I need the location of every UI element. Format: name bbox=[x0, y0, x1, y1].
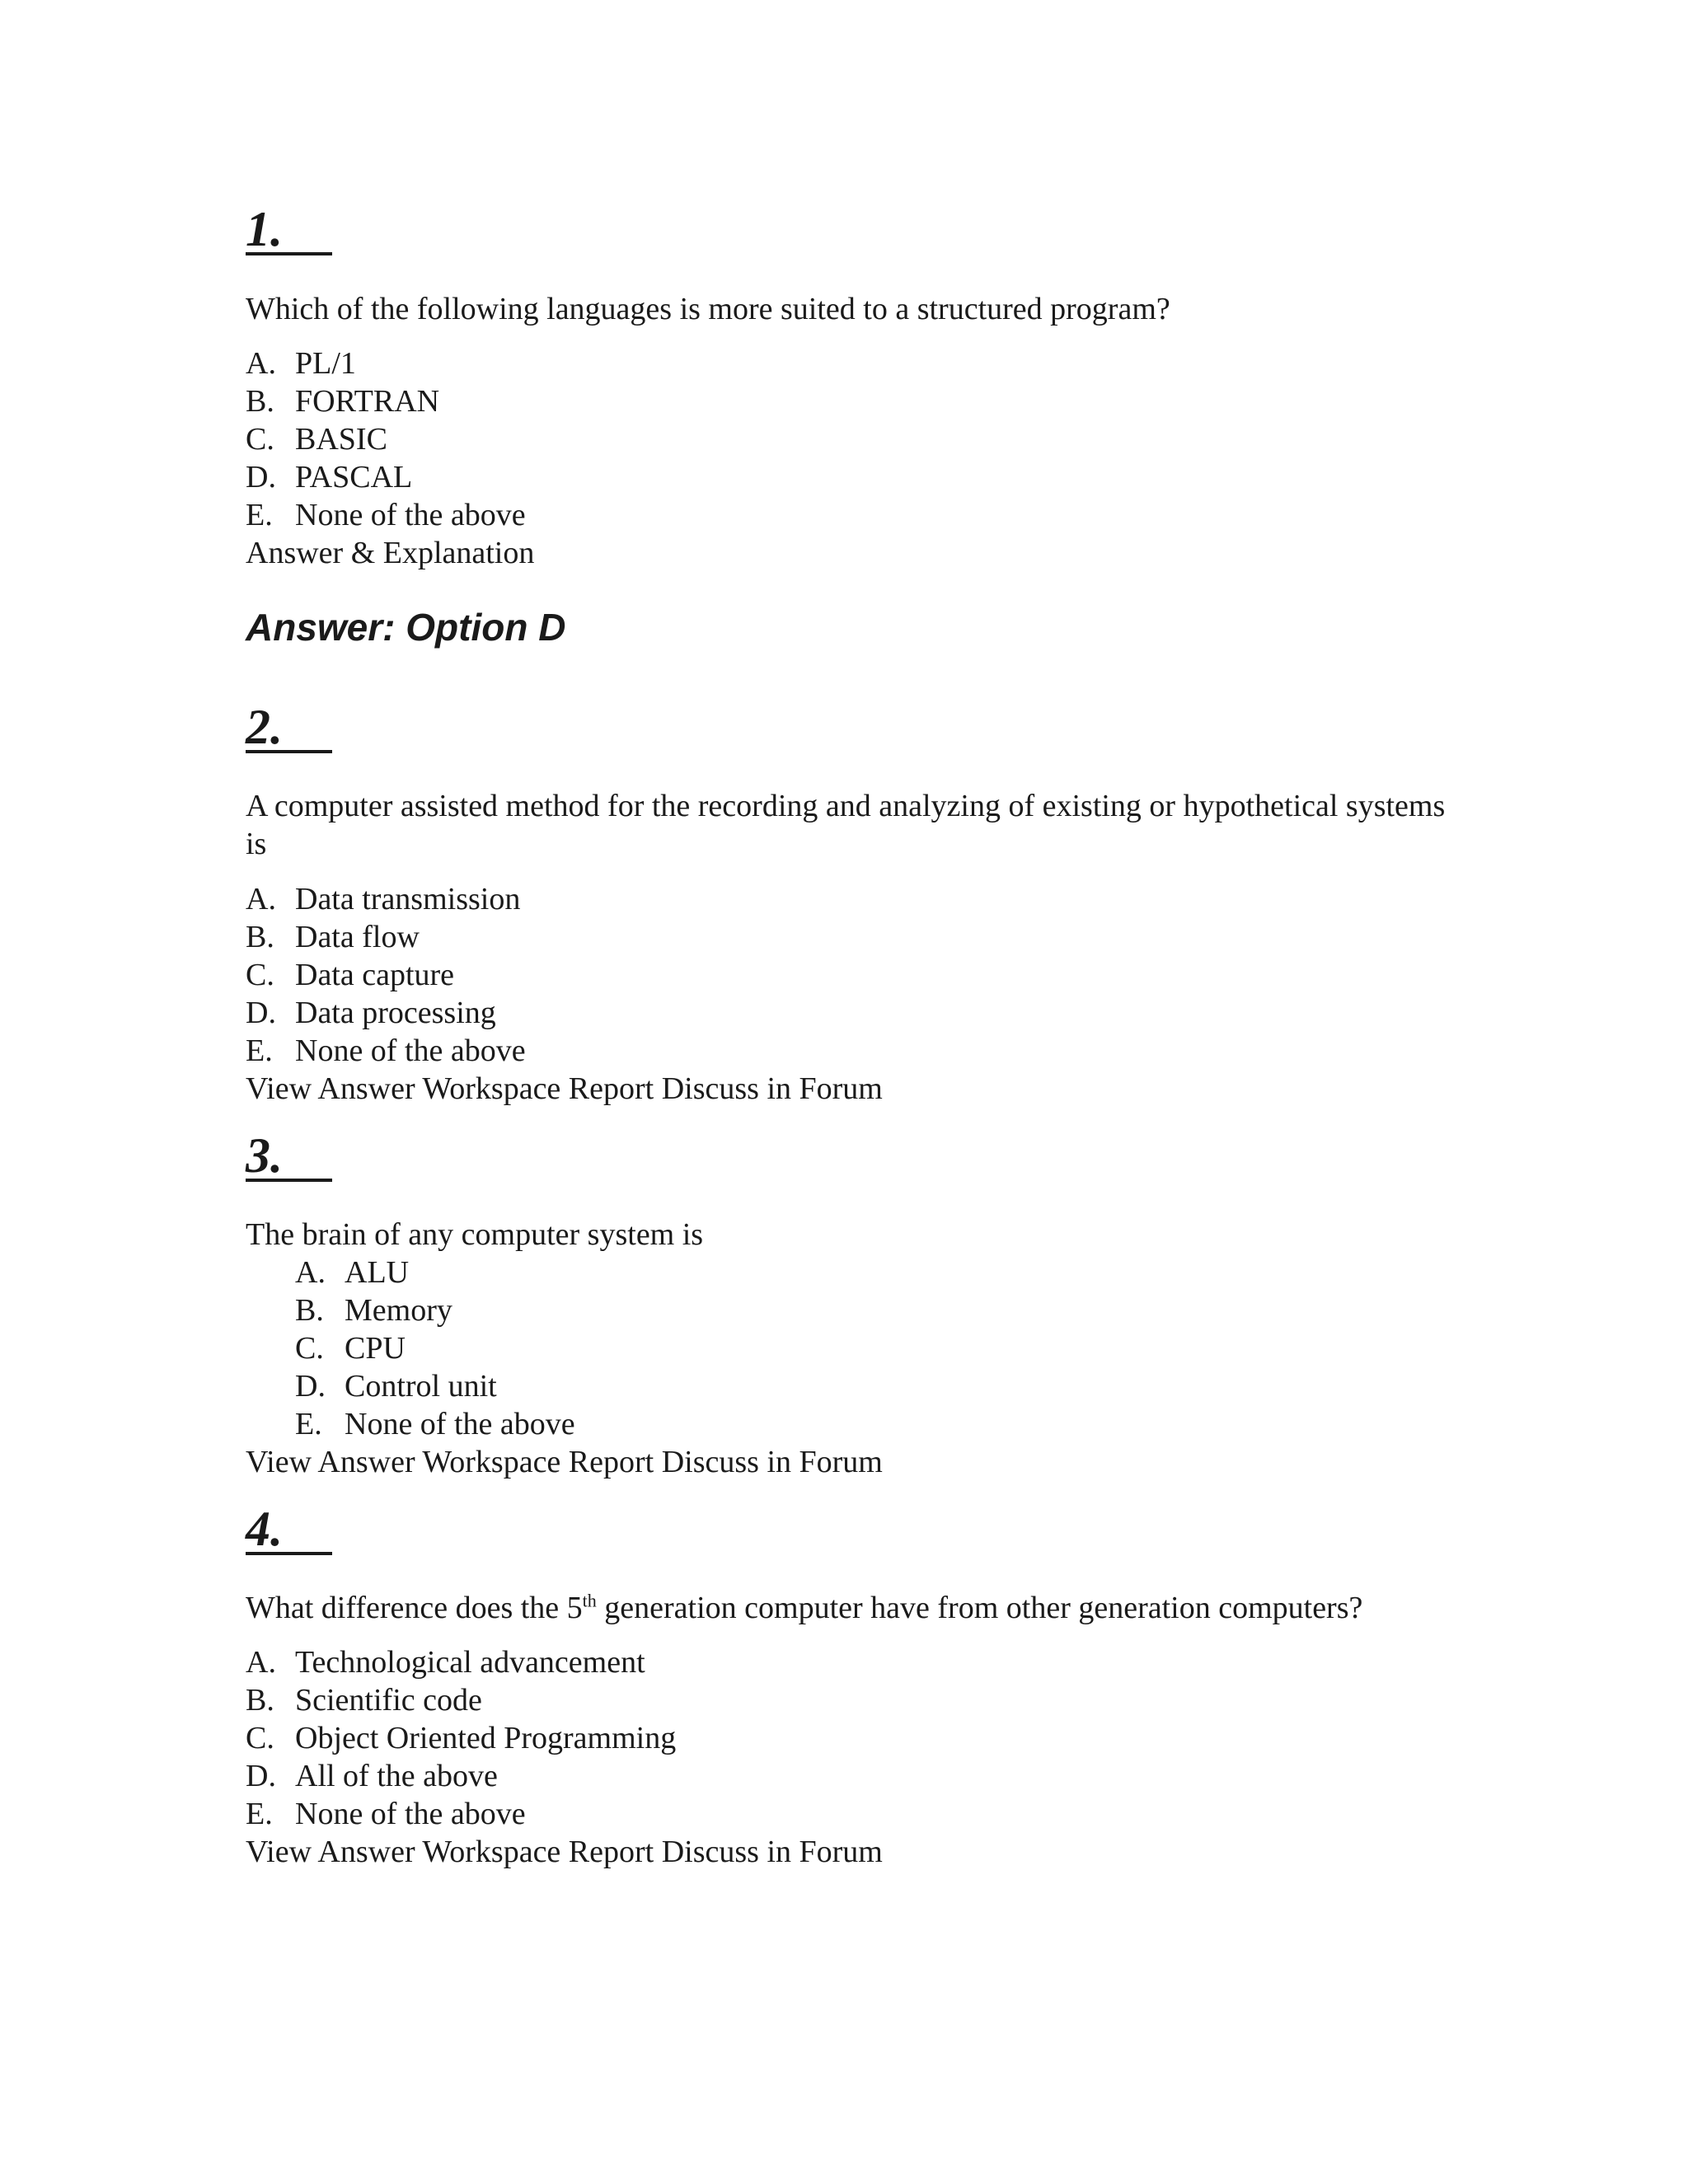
option-item: A. Data transmission bbox=[246, 882, 521, 916]
question-text-4: What difference does the 5th generation computer have from other generation computers? bbox=[246, 1590, 1363, 1625]
answer-explanation-link[interactable]: Answer & Explanation bbox=[246, 536, 535, 570]
option-item: B. Data flow bbox=[246, 920, 420, 954]
option-item: E. None of the above bbox=[295, 1407, 575, 1441]
question-text-3: The brain of any computer system is bbox=[246, 1217, 704, 1252]
question-text-2: A computer assisted method for the recording and analyzing of existing or hypothetical systems is bbox=[246, 789, 1446, 861]
option-item: A. PL/1 bbox=[246, 346, 356, 381]
option-item: E. None of the above bbox=[246, 1033, 526, 1068]
question-actions-3[interactable]: View Answer Workspace Report Discuss in Forum bbox=[246, 1445, 883, 1479]
option-item: A. ALU bbox=[295, 1255, 410, 1290]
options-list-4 bbox=[246, 1643, 676, 1833]
options-list-3 bbox=[295, 1254, 575, 1443]
superscript: th bbox=[582, 1590, 597, 1611]
option-item: C. Data capture bbox=[246, 958, 455, 992]
question-text-1: Which of the following languages is more suited to a structured program? bbox=[246, 292, 1170, 326]
option-item: D. Data processing bbox=[246, 996, 496, 1030]
question-number-4: 4. bbox=[246, 1502, 283, 1556]
option-item: B. FORTRAN bbox=[246, 384, 440, 419]
option-item: D. Control unit bbox=[295, 1369, 497, 1404]
option-item: D. PASCAL bbox=[246, 460, 413, 494]
question-number-2: 2. bbox=[246, 700, 283, 754]
option-item: E. None of the above bbox=[246, 1797, 526, 1831]
options-list-2 bbox=[246, 880, 526, 1070]
option-item: D. All of the above bbox=[246, 1759, 498, 1793]
option-item: E. None of the above bbox=[246, 498, 526, 532]
option-item: B. Scientific code bbox=[246, 1683, 482, 1718]
question-number-3: 3. bbox=[246, 1128, 283, 1183]
option-item: B. Memory bbox=[295, 1293, 452, 1328]
options-list-1 bbox=[246, 344, 526, 534]
option-item: C. Object Oriented Programming bbox=[246, 1721, 677, 1755]
question-number-1: 1. bbox=[246, 202, 283, 256]
answer-text: Answer: Option D bbox=[246, 606, 566, 649]
question-actions-2[interactable]: View Answer Workspace Report Discuss in Forum bbox=[246, 1071, 883, 1106]
option-item: C. CPU bbox=[295, 1331, 406, 1366]
option-item: C. BASIC bbox=[246, 422, 387, 457]
option-item: A. Technological advancement bbox=[246, 1645, 645, 1680]
question-actions-4[interactable]: View Answer Workspace Report Discuss in Forum bbox=[246, 1835, 883, 1869]
